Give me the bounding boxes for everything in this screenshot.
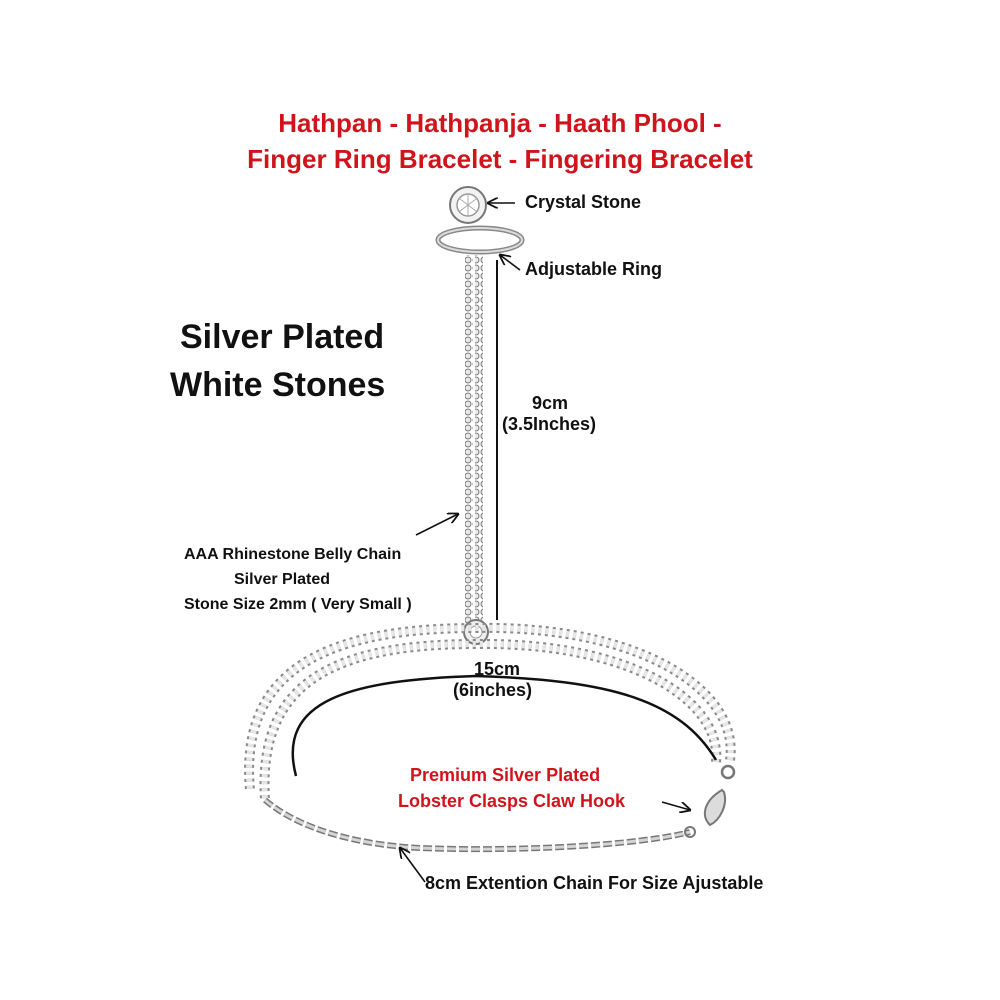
width-inches-label: (6inches) [453,680,533,700]
adjustable-ring [438,228,522,252]
width-cm-label: 15cm [474,659,521,679]
crystal-stone [450,187,486,223]
adjustable-ring-arrow [500,255,520,270]
clasp-desc-line-2: Lobster Clasps Claw Hook [398,791,626,811]
adjustable-ring-label: Adjustable Ring [525,259,663,279]
vertical-chain [465,255,483,625]
title-line-2: Finger Ring Bracelet - Fingering Bracelet [247,144,753,174]
chain-desc-line-2: Silver Plated [234,571,331,588]
lobster-clasp [705,766,734,825]
extension-chain-label: 8cm Extention Chain For Size Ajustable [425,873,764,893]
chain-desc-line-1: AAA Rhinestone Belly Chain [184,546,402,563]
headline-line-2: White Stones [170,366,386,404]
length-cm-label: 9cm [532,393,569,413]
clasp-desc-line-1: Premium Silver Plated [410,765,601,785]
rhinestone-chain-arrow [416,514,458,535]
crystal-stone-label: Crystal Stone [525,192,642,212]
title-line-1: Hathpan - Hathpanja - Haath Phool - [278,108,722,138]
length-inches-label: (3.5Inches) [502,414,597,434]
headline-line-1: Silver Plated [180,318,385,356]
chain-desc-line-3: Stone Size 2mm ( Very Small ) [184,596,412,613]
clasp-arrow [662,802,690,810]
extension-chain-arrow [400,848,425,882]
